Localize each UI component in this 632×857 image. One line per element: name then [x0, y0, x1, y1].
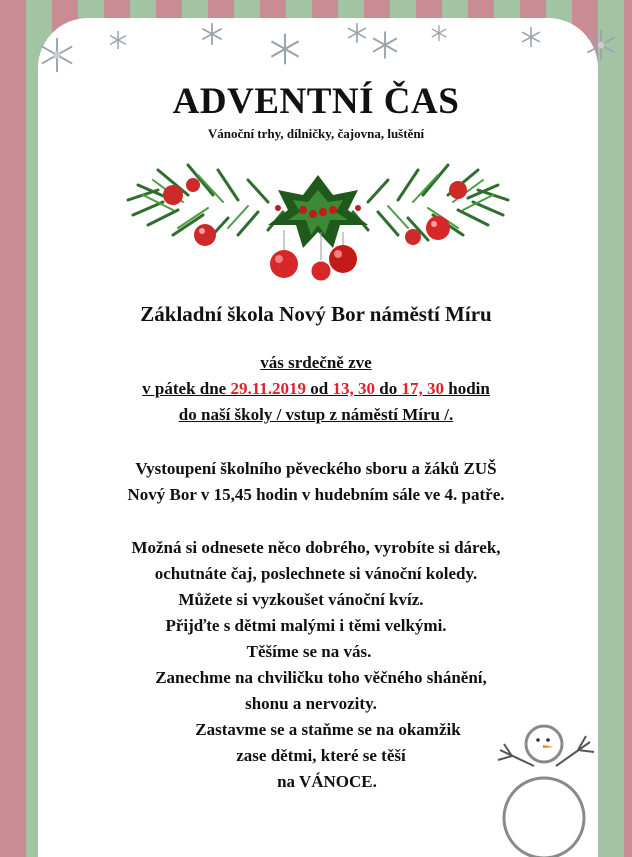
body-line: shonu a nervozity.	[245, 694, 377, 713]
event-time-from: 13, 30	[332, 379, 376, 398]
body-line: Těšíme se na vás.	[246, 642, 372, 661]
snowman-icon	[494, 722, 598, 857]
body-line: ochutnáte čaj, poslechnete si vánoční koledy.	[154, 564, 478, 583]
body-line: Přijďte s dětmi malými i těmi velkými.	[165, 616, 447, 635]
performance-line: Nový Bor v 15,45 hodin v hudebním sále ve 4. patře.	[127, 485, 505, 504]
body-line: Zastavme se a staňme se na okamžik	[195, 720, 461, 739]
body-line: Možná si odnesete něco dobrého, vyrobíte si dárek,	[131, 538, 501, 557]
body-line: na VÁNOCE.	[277, 772, 377, 791]
event-date: 29.11.2019	[230, 379, 307, 398]
invitation-block	[0, 350, 632, 428]
invite-date-line	[0, 376, 632, 402]
invite-text: hodin	[443, 379, 490, 398]
snowflake-icon	[346, 22, 368, 44]
invite-text: v pátek dne	[142, 379, 231, 398]
christmas-garland-icon	[118, 140, 518, 285]
invite-text: od	[306, 379, 333, 398]
event-time-to: 17, 30	[401, 379, 444, 398]
body-line: Zanechme na chviličku toho věčného shánění,	[155, 668, 487, 687]
snowflake-icon	[200, 22, 224, 46]
body-line: zase dětmi, které se těší	[236, 746, 406, 765]
snowflake-icon	[38, 36, 76, 74]
snowflake-icon	[108, 30, 128, 50]
snowflake-icon	[520, 26, 542, 48]
page-title: ADVENTNÍ ČAS	[172, 81, 460, 122]
invite-text: do	[375, 379, 402, 398]
snowflake-icon	[370, 30, 400, 60]
performance-block	[0, 456, 632, 508]
snowflake-icon	[584, 28, 618, 62]
invite-location-line: do naší školy / vstup z náměstí Míru /.	[178, 405, 454, 424]
snowflake-icon	[430, 24, 448, 42]
body-line: Můžete si vyzkoušet vánoční kvíz.	[178, 590, 424, 609]
invite-line: vás srdečně zve	[260, 353, 372, 372]
snowflake-icon	[268, 32, 302, 66]
school-name: Základní škola Nový Bor náměstí Míru	[140, 302, 492, 326]
page-subtitle: Vánoční trhy, dílničky, čajovna, luštění	[207, 126, 425, 141]
performance-line: Vystoupení školního pěveckého sboru a žáků ZUŠ	[135, 459, 497, 478]
